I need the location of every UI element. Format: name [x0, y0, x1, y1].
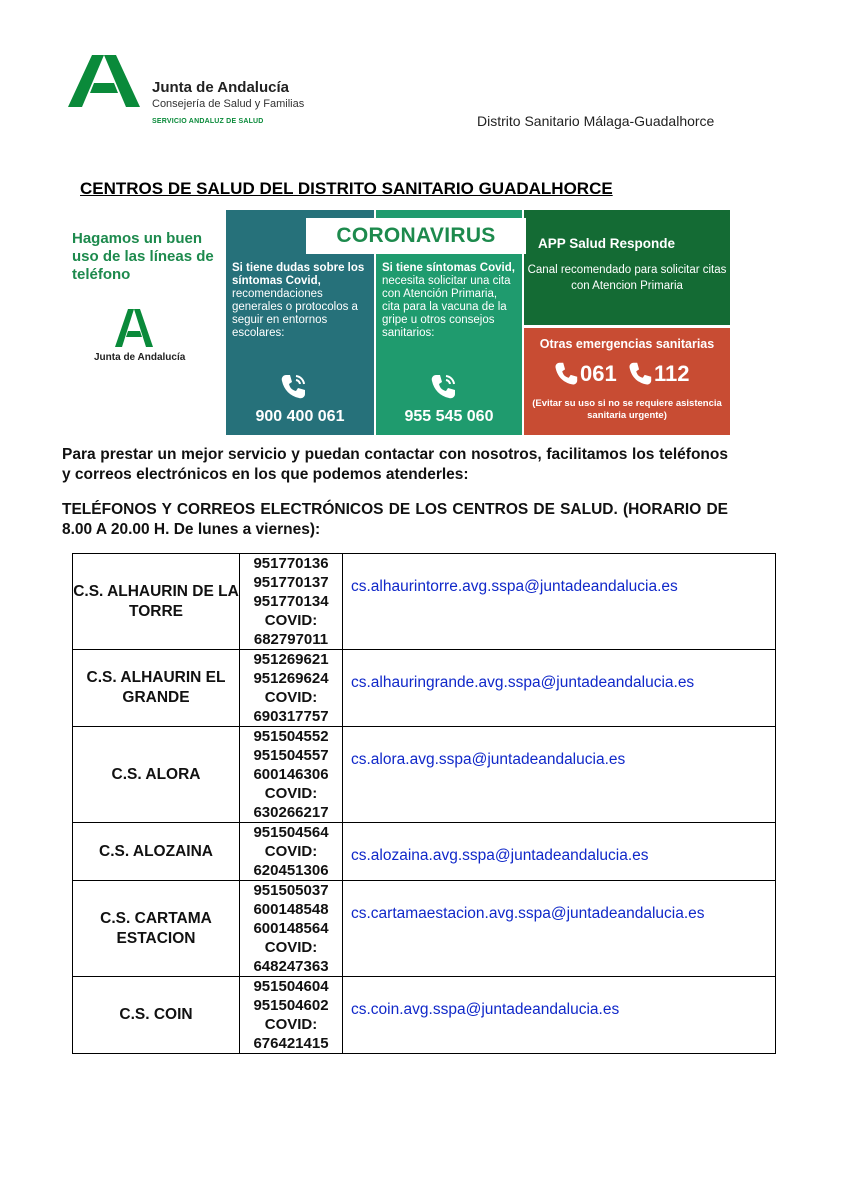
- phone-line: 951269624: [253, 670, 329, 687]
- banner-app-panel: [524, 210, 730, 325]
- phone-icon: [428, 372, 458, 402]
- center-name: C.S. ALORA: [73, 727, 240, 823]
- centers-table: [72, 553, 776, 1054]
- org-name: Junta de Andalucía: [152, 79, 289, 96]
- phone-line: 620451306: [253, 862, 329, 879]
- center-email-link[interactable]: cs.alozaina.avg.sspa@juntadeandalucia.es: [351, 847, 649, 864]
- center-email-cell: [343, 823, 776, 881]
- table-row: [73, 727, 776, 823]
- junta-logo: [64, 53, 324, 133]
- center-email-cell: [343, 727, 776, 823]
- center-email-link[interactable]: cs.alhaurintorre.avg.sspa@juntadeandalucia.es: [351, 578, 678, 595]
- center-email-link[interactable]: cs.coin.avg.sspa@juntadeandalucia.es: [351, 1001, 620, 1018]
- phone-icon: [278, 372, 308, 402]
- col2-bold-text: Si tiene síntomas Covid,: [382, 262, 515, 274]
- dept-name: Consejería de Salud y Familias: [152, 98, 305, 110]
- col2-text: necesita solicitar una cita con Atención Primaria, cita para la vacuna de la gripe u otros consejos sanitarios:: [382, 275, 511, 339]
- hours-paragraph: TELÉFONOS Y CORREOS ELECTRÓNICOS DE LOS CENTROS DE SALUD. (HORARIO DE 8.00 A 20.00 H. De lunes a viernes):: [62, 501, 728, 538]
- table-row: [73, 881, 776, 977]
- phone-line: 951269621: [253, 651, 329, 668]
- center-phones: [240, 977, 343, 1054]
- center-phones: [240, 881, 343, 977]
- phone-line: 648247363: [253, 958, 329, 975]
- table-row: [73, 554, 776, 650]
- phone-line: COVID:: [264, 843, 318, 860]
- center-email-link[interactable]: cs.alora.avg.sspa@juntadeandalucia.es: [351, 751, 626, 768]
- phone-line: 676421415: [253, 1035, 329, 1052]
- center-phones: [240, 650, 343, 727]
- phone-line: COVID:: [264, 1016, 318, 1033]
- center-phones: [240, 554, 343, 650]
- center-name: C.S. CARTAMA ESTACION: [73, 881, 240, 977]
- banner-slogan: Hagamos un buen uso de las líneas de teléfono: [72, 230, 214, 283]
- coronavirus-label: CORONAVIRUS: [306, 218, 526, 254]
- phone-line: 951504557: [253, 747, 329, 764]
- center-email-cell: [343, 650, 776, 727]
- phone-line: 951504564: [253, 824, 329, 841]
- col1-phone: 900 400 061: [255, 408, 345, 425]
- service-name: SERVICIO ANDALUZ DE SALUD: [152, 118, 264, 125]
- center-name: C.S. ALHAURIN DE LA TORRE: [73, 554, 240, 650]
- col1-bold-text: Si tiene dudas sobre los síntomas Covid,: [232, 262, 365, 287]
- table-row: [73, 823, 776, 881]
- center-email-cell: [343, 881, 776, 977]
- phone-line: 682797011: [253, 631, 329, 648]
- center-name: C.S. ALHAURIN EL GRANDE: [73, 650, 240, 727]
- app-title: APP Salud Responde: [538, 236, 676, 251]
- phone-line: 600146306: [253, 766, 329, 783]
- app-text: Canal recomendado para solicitar citas con Atencion Primaria: [527, 264, 727, 292]
- emergency-title: Otras emergencias sanitarias: [539, 337, 715, 351]
- phone-line: 600148564: [253, 920, 329, 937]
- table-row: [73, 650, 776, 727]
- phone-line: 951504604: [253, 978, 329, 995]
- phone-line: COVID:: [264, 689, 318, 706]
- phone-line: 600148548: [253, 901, 329, 918]
- emergency-note: (Evitar su uso si no se requiere asistencia sanitaria urgente): [532, 398, 722, 421]
- phone-line: COVID:: [264, 612, 318, 629]
- center-phones: [240, 727, 343, 823]
- phone-icon: [626, 360, 654, 388]
- district-name: Distrito Sanitario Málaga-Guadalhorce: [477, 113, 715, 129]
- center-email-link[interactable]: cs.cartamaestacion.avg.sspa@juntadeandalucia.es: [351, 905, 705, 922]
- phone-line: 951770134: [253, 593, 329, 610]
- center-email-link[interactable]: cs.alhauringrande.avg.sspa@juntadeandalucia.es: [351, 674, 695, 691]
- center-email-cell: [343, 977, 776, 1054]
- emergency-number-112: 112: [654, 361, 690, 386]
- phone-line: 951504552: [253, 728, 329, 745]
- phone-line: COVID:: [264, 785, 318, 802]
- junta-logo-icon: [64, 53, 144, 109]
- intro-paragraph: Para prestar un mejor servicio y puedan contactar con nosotros, facilitamos los teléfonos y correos electrónicos en los que podemos atenderles:: [62, 446, 728, 483]
- center-name: C.S. ALOZAINA: [73, 823, 240, 881]
- covid-banner: [64, 210, 730, 435]
- center-name: C.S. COIN: [73, 977, 240, 1054]
- phone-icon: [552, 360, 580, 388]
- banner-emergency-panel: [524, 328, 730, 435]
- phone-line: 951505037: [253, 882, 329, 899]
- center-email-cell: [343, 554, 776, 650]
- phone-line: 630266217: [253, 804, 329, 821]
- table-row: [73, 977, 776, 1054]
- phone-line: 951770137: [253, 574, 329, 591]
- centers-table-body: [73, 554, 776, 1054]
- phone-line: 951770136: [253, 555, 329, 572]
- page-title: CENTROS DE SALUD DEL DISTRITO SANITARIO GUADALHORCE: [80, 179, 613, 198]
- banner-left-panel: [64, 210, 224, 435]
- phone-line: COVID:: [264, 939, 318, 956]
- col1-text: recomendaciones generales o protocolos a seguir en entornos escolares:: [232, 288, 358, 339]
- banner-logo-text: Junta de Andalucía: [94, 352, 186, 363]
- phone-line: 690317757: [253, 708, 329, 725]
- emergency-number-061: 061: [580, 361, 617, 386]
- phone-line: 951504602: [253, 997, 329, 1014]
- junta-mini-logo-icon: [114, 308, 154, 348]
- center-phones: [240, 823, 343, 881]
- col2-phone: 955 545 060: [404, 408, 494, 425]
